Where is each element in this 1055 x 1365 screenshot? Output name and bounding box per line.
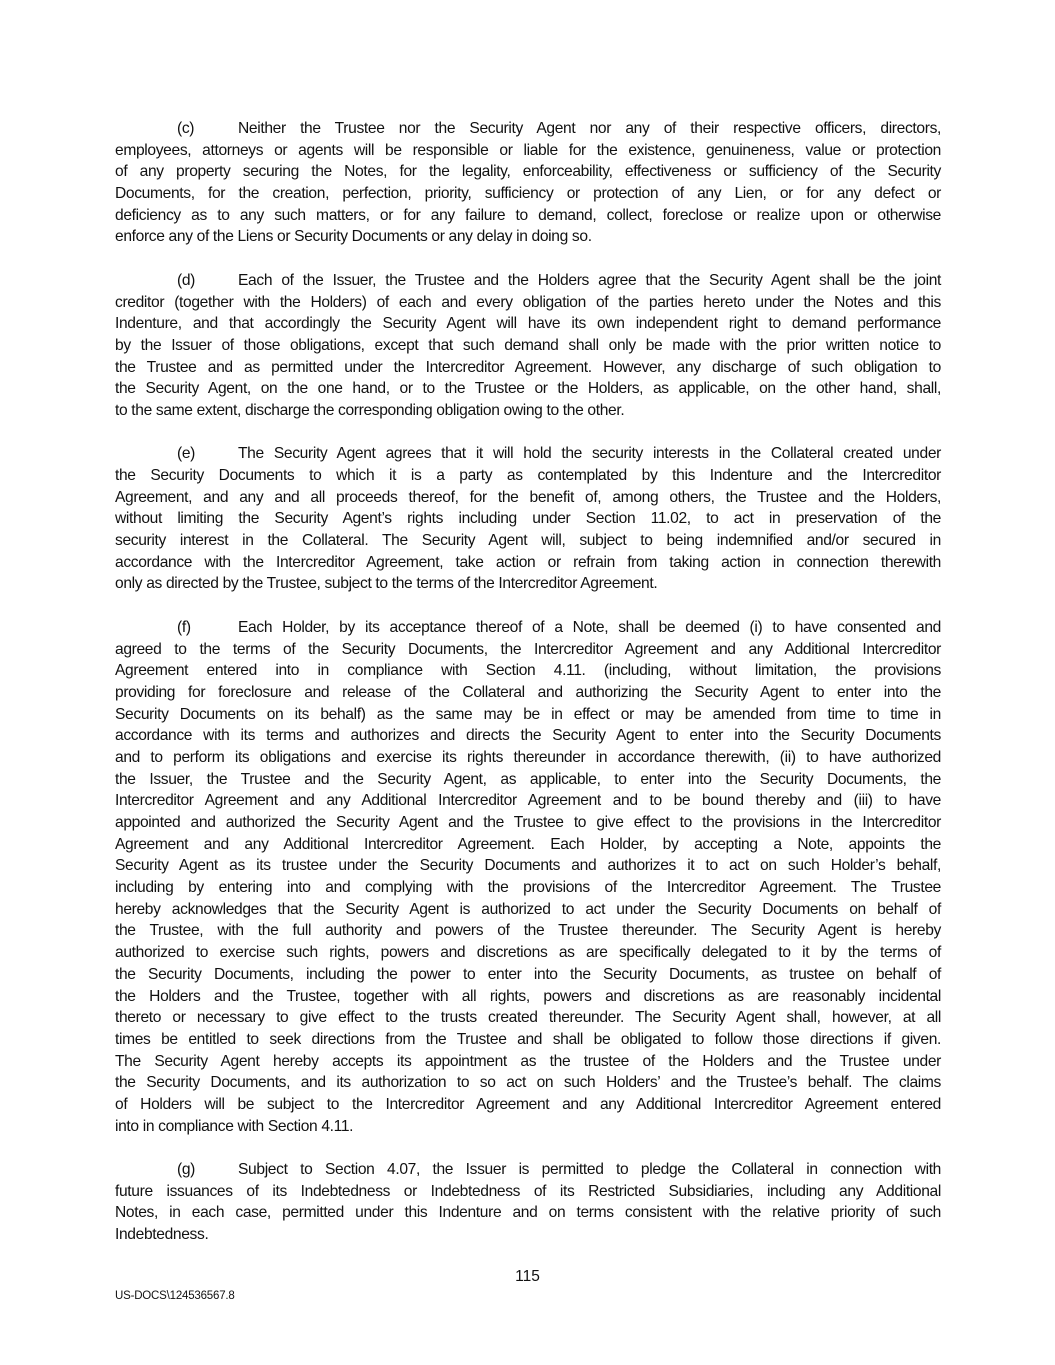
line-text: Subject to Section 4.07, the Issuer is permitted to pledge the Collateral in connection with [238, 1161, 941, 1178]
paragraph-label: (c) [177, 120, 195, 137]
text-line: hereby acknowledges that the Security Agent is authorized to act under the Security Documents on behalf of [115, 900, 941, 918]
text-line: Agreement, and any and all proceeds thereof, for the benefit of, among others, the Trustee and the Holders, [115, 488, 941, 506]
paragraph-label: (e) [177, 445, 196, 463]
text-line: Indenture, and that accordingly the Security Agent will have its own independent right to demand performance [115, 315, 941, 333]
text-line: the Holders and the Trustee, together with all rights, powers and discretions as are reasonably incidental [115, 987, 941, 1005]
text-line [115, 443, 941, 465]
text-line: Agreement entered into in compliance with Section 4.11. (including, without limitation, the provisions [115, 662, 941, 680]
text-line: times be entitled to seek directions from the Trustee and shall be obligated to follow those directions if given. [115, 1030, 941, 1048]
document-id: US-DOCS\124536567.8 [115, 1290, 235, 1302]
text-line: security interest in the Collateral. The Security Agent will, subject to being indemnified and/or secured in [115, 532, 941, 550]
document-body [115, 118, 941, 1267]
text-line: of Holders will be subject to the Intercreditor Agreement and any Additional Intercreditor Agreement entered [115, 1095, 941, 1113]
text-line: The Security Agent hereby accepts its appointment as the trustee of the Holders and the Trustee under [115, 1052, 941, 1070]
text-line: the Trustee and as permitted under the Intercreditor Agreement. However, any discharge of such obligation to [115, 358, 941, 376]
text-line: enforce any of the Liens or Security Documents or any delay in doing so. [115, 228, 592, 246]
text-line: Notes, in each case, permitted under this Indenture and on terms consistent with the relative priority of such [115, 1204, 941, 1222]
text-line: to the same extent, discharge the corresponding obligation owing to the other. [115, 401, 625, 419]
text-line: accordance with the Intercreditor Agreement, take action or refrain from taking action in connection therewith [115, 553, 941, 571]
text-line: of any property securing the Notes, for the legality, enforceability, effectiveness or sufficiency of the Security [115, 163, 941, 181]
text-line: the Issuer, the Trustee and the Security Agent, as applicable, to enter into the Security Documents, the [115, 770, 941, 788]
text-line [115, 1159, 941, 1181]
text-line: Indebtedness. [115, 1226, 209, 1244]
text-line: the Security Agent, on the one hand, or to the Trustee or the Holders, as applicable, on the other hand, shall, [115, 380, 941, 398]
paragraph [115, 617, 941, 1138]
text-line [115, 270, 941, 292]
text-line [115, 617, 941, 639]
line-text: Neither the Trustee nor the Security Agent nor any of their respective officers, directors, [238, 120, 941, 137]
paragraph [115, 270, 941, 422]
text-line: future issuances of its Indebtedness or Indebtedness of its Restricted Subsidiaries, including any Additional [115, 1182, 941, 1200]
text-line: appointed and authorized the Security Agent and the Trustee to give effect to the provisions in the Intercreditor [115, 814, 941, 831]
paragraph-label: (d) [177, 271, 196, 289]
paragraph [115, 1159, 941, 1246]
text-line: Intercreditor Agreement and any Additional Intercreditor Agreement and to be bound thereby and (iii) to have [115, 792, 941, 810]
text-line: the Security Documents, and its authorization to so act on such Holders’ and the Trustee’s behalf. The claims [115, 1074, 941, 1092]
text-line: Agreement and any Additional Intercreditor Agreement. Each Holder, by accepting a Note, appoints the [115, 835, 941, 853]
line-text: Each Holder, by its acceptance thereof of a Note, shall be deemed (i) to have consented and [238, 618, 941, 636]
text-line: including by entering into and complying with the provisions of the Intercreditor Agreement. The Trustee [115, 879, 941, 897]
text-line: providing for foreclosure and release of the Collateral and authorizing the Security Agent to enter into the [115, 683, 941, 701]
paragraph [115, 443, 941, 595]
paragraph-label: (f) [177, 618, 191, 636]
text-line: Security Documents on its behalf) as the same may be in effect or may be amended from time to time in [115, 705, 941, 723]
text-line: creditor (together with the Holders) of each and every obligation of the parties hereto under the Notes and this [115, 293, 941, 311]
text-line: accordance with its terms and authorizes and directs the Security Agent to enter into the Security Documents [115, 727, 941, 745]
text-line: Documents, for the creation, perfection, priority, sufficiency or protection of any Lien, or for any defect or [115, 185, 941, 203]
line-text: The Security Agent agrees that it will hold the security interests in the Collateral created under [238, 445, 941, 463]
text-line: employees, attorneys or agents will be responsible or liable for the existence, genuineness, value or protection [115, 141, 941, 159]
text-line [115, 118, 941, 140]
text-line: agreed to the terms of the Security Documents, the Intercreditor Agreement and any Additional Intercreditor [115, 640, 941, 658]
text-line: by the Issuer of those obligations, except that such demand shall only be made with the prior written notice to [115, 336, 941, 354]
page-number: 115 [515, 1268, 540, 1285]
text-line: deficiency as to any such matters, or for any failure to demand, collect, foreclose or realize upon or otherwise [115, 206, 941, 224]
text-line: Security Agent as its trustee under the Security Documents and authorizes it to act on such Holder’s behalf, [115, 857, 941, 875]
text-line: authorized to exercise such rights, powers and discretions as are specifically delegated to it by the terms of [115, 944, 941, 962]
text-line: the Security Documents, including the power to enter into the Security Documents, as trustee on behalf of [115, 965, 941, 983]
text-line: thereto or necessary to give effect to the trusts created thereunder. The Security Agent shall, however, at all [115, 1009, 941, 1027]
text-line: and to perform its obligations and exercise its rights thereunder in accordance therewith, (ii) to have authorized [115, 748, 941, 766]
paragraph-label: (g) [177, 1161, 196, 1178]
text-line: without limiting the Security Agent’s rights including under Section 11.02, to act in preservation of the [115, 510, 941, 528]
line-text: Each of the Issuer, the Trustee and the Holders agree that the Security Agent shall be the joint [238, 271, 941, 289]
text-line: the Trustee, with the full authority and powers of the Trustee thereunder. The Security Agent is hereby [115, 922, 941, 940]
text-line: the Security Documents to which it is a party as contemplated by this Indenture and the Intercreditor [115, 467, 941, 484]
text-line: into in compliance with Section 4.11. [115, 1117, 354, 1135]
paragraph [115, 118, 941, 248]
text-line: only as directed by the Trustee, subject to the terms of the Intercreditor Agreement. [115, 575, 658, 593]
